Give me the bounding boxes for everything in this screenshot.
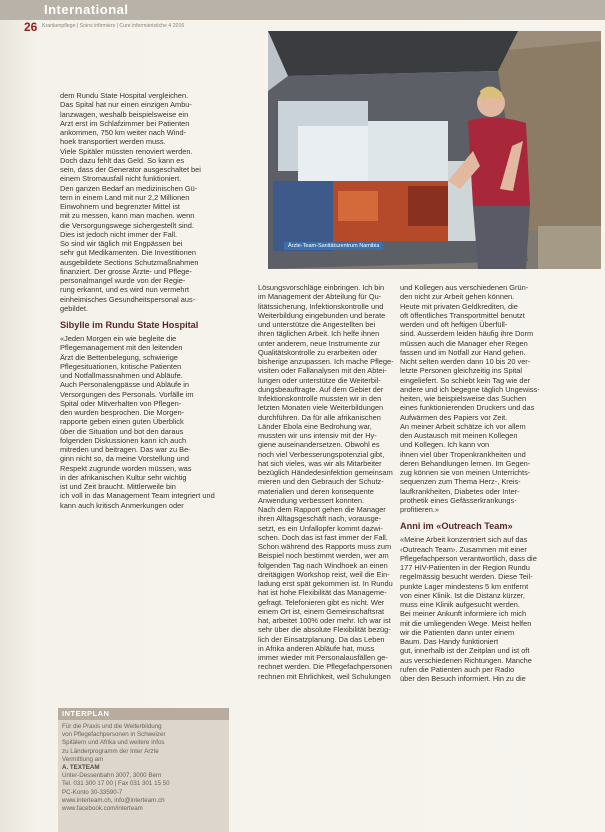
text-line: Den ganzen Bedarf an medizinischen Gü- <box>60 183 198 193</box>
text-line: mitreden und beitragen. Das war zu Be- <box>60 445 191 454</box>
text-line: ‹Outreach Team›. Zusammen mit einer <box>400 544 527 554</box>
text-line: muss eine Klinik aufgesucht werden. <box>400 600 520 609</box>
text-line: Doch dazu fehlt das Geld. So kann es <box>60 155 185 165</box>
text-line: Nicht selten werden dann 10 bis 20 ver- <box>400 357 531 366</box>
text-line: mit die umliegenden Wege. Meist helfen <box>400 618 532 628</box>
text-line: sequenzen zum Thema Herz-, Kreis- <box>400 477 521 487</box>
text-line: noch viel Verbesserungspotenzial gibt, <box>258 449 385 459</box>
text-line: Spital oder Mitverhalten von Pflegen- <box>60 398 182 408</box>
col2-paragraph-1 <box>258 283 394 681</box>
text-line: letzten Monaten viele Weiterbildungen <box>258 403 384 413</box>
text-line: über den Besuch informiert. Hin zu die <box>400 674 526 683</box>
text-line: Das Spital hat nur einen einzigen Ambu- <box>60 100 192 110</box>
text-line: und Notfallmassnahmen und Abläufe. <box>60 371 183 380</box>
text-line: ausgebildete Sections Schutzmaßnahmen <box>60 257 199 267</box>
text-line: Heute mit privaten Geldkrediten, die <box>400 301 518 311</box>
text-line: unter anderem, neue Instrumente zur <box>258 338 381 348</box>
text-line: rapporte geben einen guten Überblick <box>60 417 184 427</box>
info-line: A. TEXTEAM <box>62 764 100 772</box>
text-line: punkte Lager mindestens 5 km entfernt <box>400 581 529 591</box>
text-line: Lösungsvorschläge einbringen. Ich bin <box>258 283 385 292</box>
text-line: und unterstütze die Angestellten bei <box>258 320 376 329</box>
text-line: Arzt erst im Schlafzimmer bei Patienten <box>60 118 190 128</box>
text-line: von einer Klinik. Ist die Distanz kürzer, <box>400 590 525 600</box>
text-line: «Jeden Morgen ein wie begleite die <box>60 334 177 343</box>
text-line: und Kollegen aus verschiedenen Grün- <box>400 283 529 292</box>
text-line: prothetik eines Gefässerkrankungs- <box>400 495 517 505</box>
running-head: Krankenpflege | Soins infirmiers | Cure infermieristiche 4 2016 <box>42 23 185 29</box>
info-line: www.facebook.com/interteam <box>62 805 143 813</box>
text-line: ihren Alltagsgeschäft nach, vorausge- <box>258 514 382 524</box>
page-number: 26 <box>24 20 38 34</box>
info-box <box>58 708 229 832</box>
text-line: lich der Einsatzplanung. Da das Leben <box>258 634 385 644</box>
text-line: dungsbeauftragte. Auf dem Gebiet der <box>258 384 384 394</box>
text-line: sein, dass der Generator ausgeschaltet bei <box>60 165 201 174</box>
text-line: kann auch kritisch Anmerkungen oder <box>60 500 184 510</box>
text-line: gebildet. <box>60 303 88 313</box>
text-line: in Afrika anderen Abläufe hat, muss <box>258 643 375 653</box>
col3-heading: Anni im «Outreach Team» <box>400 521 513 532</box>
section-banner <box>0 0 605 20</box>
text-line: finanziert. Der grosse Ärzte- und Pflege- <box>60 266 192 276</box>
column-3 <box>400 283 576 683</box>
text-line: durchführen. Da für alle afrikanischen <box>258 412 381 422</box>
text-line: ihnen viel über Tropenkrankheiten und <box>400 449 526 459</box>
text-line: ladung erst spät gekommen ist. In Rundu <box>258 579 393 588</box>
text-line: einem Stromausfall nicht funktioniert. <box>60 174 182 184</box>
text-line: hoek transportiert werden muss. <box>60 137 166 147</box>
text-line: Länder Ebola eine Bedrohung war, <box>258 421 372 431</box>
text-line: mieren und den Gebrauch der Schutz- <box>258 477 384 487</box>
text-line: wir die Patienten dann unter einem <box>400 627 515 637</box>
info-line: Unter-Dessenbahn 3007, 3000 Bern <box>62 772 162 780</box>
text-line: ich voll in das Management Team integriert und <box>60 491 215 501</box>
info-line: PC-Konto 30-33590-7 <box>62 788 123 796</box>
text-line: sind. Ausserdem leiden häufig ihre Dorm <box>400 329 534 339</box>
text-line: setzt, es ein Unfallopfer kommt dazwi- <box>258 523 383 533</box>
info-box-title: INTERPLAN <box>58 708 229 720</box>
text-line: gefragt. Telefonieren gibt es nicht. Wer <box>258 597 385 607</box>
text-line: rechnen mit Ehrlichkeit, weil Schulungen <box>258 671 391 681</box>
text-line: Weiterbildung eingebunden und berate <box>258 310 386 320</box>
text-line: Ärzt die Bettenbelegung, schwierige <box>60 352 178 362</box>
text-line: rechnet werden. Die Pflegefachpersonen <box>258 662 392 672</box>
text-line: ihren täglichen Arbeit. Ich helfe ihnen <box>258 329 380 339</box>
text-line: zug können sie von meinen Unterrichts- <box>400 468 531 477</box>
text-line: den wurden besprochen. Die Morgen- <box>60 408 185 417</box>
text-line: profitieren.» <box>400 505 440 514</box>
text-line: bezüglich Händedesinfektion gemeinsam <box>258 468 393 477</box>
col3-paragraph-1 <box>400 283 576 514</box>
info-line: Tel. 031 300 17 00 | Fax 031 301 15 50 <box>62 780 170 788</box>
info-line: von Pflegefachpersonen in Schweizer <box>62 731 166 739</box>
text-line: mit zu messen, kann man machen. wenn <box>60 211 195 221</box>
info-box-body <box>58 720 229 816</box>
text-line: Viele Spitäler müssten renoviert werden. <box>60 146 193 156</box>
text-line: sehr gut Medikamenten. Die Investitionen <box>60 248 196 258</box>
text-line: rufen die Patienten auch per Radio <box>400 664 515 674</box>
text-line: letzte Personen gleichzeitig ins Spital <box>400 366 523 376</box>
text-line: Baum. Das Handy funktioniert <box>400 637 499 646</box>
text-line: Anwendung verbessert konnten. <box>258 495 365 505</box>
text-line: Auch Personalengpässe und Abläufe in <box>60 380 190 390</box>
text-line: So sind wir täglich mit Engpässen bei <box>60 239 183 248</box>
text-line: tern in einem Land mit nur 2,2 Millionen <box>60 192 190 202</box>
column-1 <box>60 91 261 510</box>
text-line: andere und ich begegne täglich Ungewiss- <box>400 384 540 394</box>
col1-paragraph-2 <box>60 334 261 510</box>
text-line: und Kollegen. Ich kann von <box>400 440 490 450</box>
text-line: schen. Doch das ist fast immer der Fall. <box>258 532 388 542</box>
text-line: Aufwärmen des Papiers vor Zeit. <box>400 412 508 422</box>
text-line: Pflegesituationen, kritische Patienten <box>60 361 182 371</box>
text-line: werden und oft heftigen Überfüll- <box>400 320 508 329</box>
text-line: 177 HIV-Patienten in der Region Rundu <box>400 563 530 572</box>
text-line: über die Situation und bot den daraus <box>60 426 184 436</box>
text-line: einheimisches Gesundheitspersonal aus- <box>60 294 196 304</box>
text-line: bisherige anzupassen. Ich mache Pflege- <box>258 357 394 366</box>
info-line: Für die Praxis und die Weiterbildung <box>62 723 162 730</box>
text-line: hat ist hohe Flexibilität das Manageme- <box>258 588 387 598</box>
text-line: litätssicherung, Infektionskontrolle und <box>258 301 384 311</box>
text-line: giene auseinandersetzen. Obwohl es <box>258 440 380 450</box>
text-line: visiten oder Fallanalysen mit den Abtei- <box>258 366 387 376</box>
text-line: sehr über die absolute Flexibilität bezüg- <box>258 625 391 635</box>
text-line: im Management der Abteilung für Qu- <box>258 292 382 302</box>
text-line: ankommen, 750 km weiter nach Wind- <box>60 128 187 137</box>
text-line: fassen und im Notfall zur Hand gehen. <box>400 347 526 357</box>
article-photo <box>268 31 601 269</box>
info-line: www.interteam.ch, info@interteam.ch <box>62 796 165 804</box>
info-line: Spitälern und Afrika und weitere Infos <box>62 739 165 747</box>
text-line: hat sich vieles, was wir als Mitarbeiter <box>258 458 382 468</box>
text-line: Respekt zugrunde worden müssen, was <box>60 463 192 473</box>
col3-paragraph-2 <box>400 535 576 683</box>
text-line: die Versorgungswege sichergestellt sind. <box>60 220 194 230</box>
text-line: Bei meiner Ankunft informiere ich mich <box>400 609 527 619</box>
photo-caption: Ärzte-Team-Sanitätszentrum Namibia <box>284 242 383 250</box>
column-2 <box>258 283 394 681</box>
text-line: deren Behandlungen lernen. Im Gegen- <box>400 458 531 468</box>
text-line: Nach dem Rapport gehen die Manager <box>258 505 386 514</box>
text-line: den nicht zur Arbeit gehen können. <box>400 292 515 302</box>
text-line: folgenden Diskussionen kann ich auch <box>60 435 187 445</box>
text-line: Pflegefachperson verantwortlich, dass die <box>400 553 537 563</box>
text-line: Beispiel noch bestimmt werden, wer am <box>258 551 389 561</box>
text-line: einem Ort ist, einem Gemeinschaftsrat <box>258 606 385 616</box>
text-line: lanzwagen, weshalb beispielsweise ein <box>60 109 189 119</box>
text-line: gut, innerhalb ist der Zeitplan und ist oft <box>400 646 530 656</box>
text-line: personalmangel wurde von der Regie- <box>60 276 186 285</box>
text-line: ginn nicht so, da meine Vorstellung und <box>60 454 190 464</box>
text-line: regelmässig besucht werden. Diese Teil- <box>400 572 533 582</box>
text-line: aus verschiedenen Richtungen. Manche <box>400 655 532 665</box>
text-line: eines funktionierenden Druckers und das <box>400 403 535 413</box>
text-line: Qualitätskontrolle zu erarbeiten oder <box>258 347 378 357</box>
text-line: lungen oder unterstütze die Weiterbil- <box>258 375 381 385</box>
text-line: mussten wir uns intensiv mit der Hy- <box>258 431 377 440</box>
text-line: Dies ist jedoch nicht immer der Fall. <box>60 229 178 239</box>
info-line: Vermittlung am <box>62 755 104 763</box>
text-line: dreitägigen Workshop reist, weil die Ein- <box>258 569 390 579</box>
text-line: hat, arbeitet 100% oder mehr. Ich war ist <box>258 616 391 625</box>
text-line: eingeliefert. So schiebt kein Tag wie der <box>400 375 531 385</box>
text-line: rung erkannt, und es wird nun vermehrt <box>60 285 189 295</box>
text-line: müssen auch die Manager eher Regen <box>400 338 528 348</box>
col1-paragraph-1 <box>60 91 261 313</box>
text-line: Schon während des Rapports muss zum <box>258 542 392 551</box>
text-line: dem Rundu State Hospital vergleichen. <box>60 91 189 100</box>
text-line: Einwohnern und begrenzter Mittel ist <box>60 202 180 211</box>
section-title: International <box>44 2 129 17</box>
text-line: laufkrankheiten, Diabetes oder Inter- <box>400 486 520 496</box>
text-line: «Meine Arbeit konzentriert sich auf das <box>400 535 528 545</box>
text-line: An meiner Arbeit schätze ich vor allem <box>400 421 526 431</box>
info-line: zu Länderprogramm der Inter Ärzte <box>62 747 159 755</box>
text-line: folgenden Tag nach Windhoek an einen <box>258 560 388 570</box>
text-line: den Austausch mit meinen Kollegen <box>400 431 518 440</box>
text-line: Pflegemanagement mit den leitenden <box>60 343 183 353</box>
text-line: immer wieder mit Personalausfällen ge- <box>258 653 388 662</box>
text-line: materialien und deren konsequente <box>258 486 374 496</box>
text-line: heiten, wie beispielsweise das Suchen <box>400 394 527 403</box>
text-line: oft öffentliches Transportmittel benutzt <box>400 310 525 320</box>
text-line: ist und Zeit braucht. Mittlerweile bin <box>60 482 176 491</box>
col1-heading: Sibylle im Rundu State Hospital <box>60 320 199 330</box>
text-line: in der afrikanischen Kultur sehr wichtig <box>60 472 187 482</box>
text-line: Versorgungen des Personals. Vorfälle im <box>60 389 194 399</box>
text-line: Infektionskontrolle mussten wir in den <box>258 394 382 403</box>
